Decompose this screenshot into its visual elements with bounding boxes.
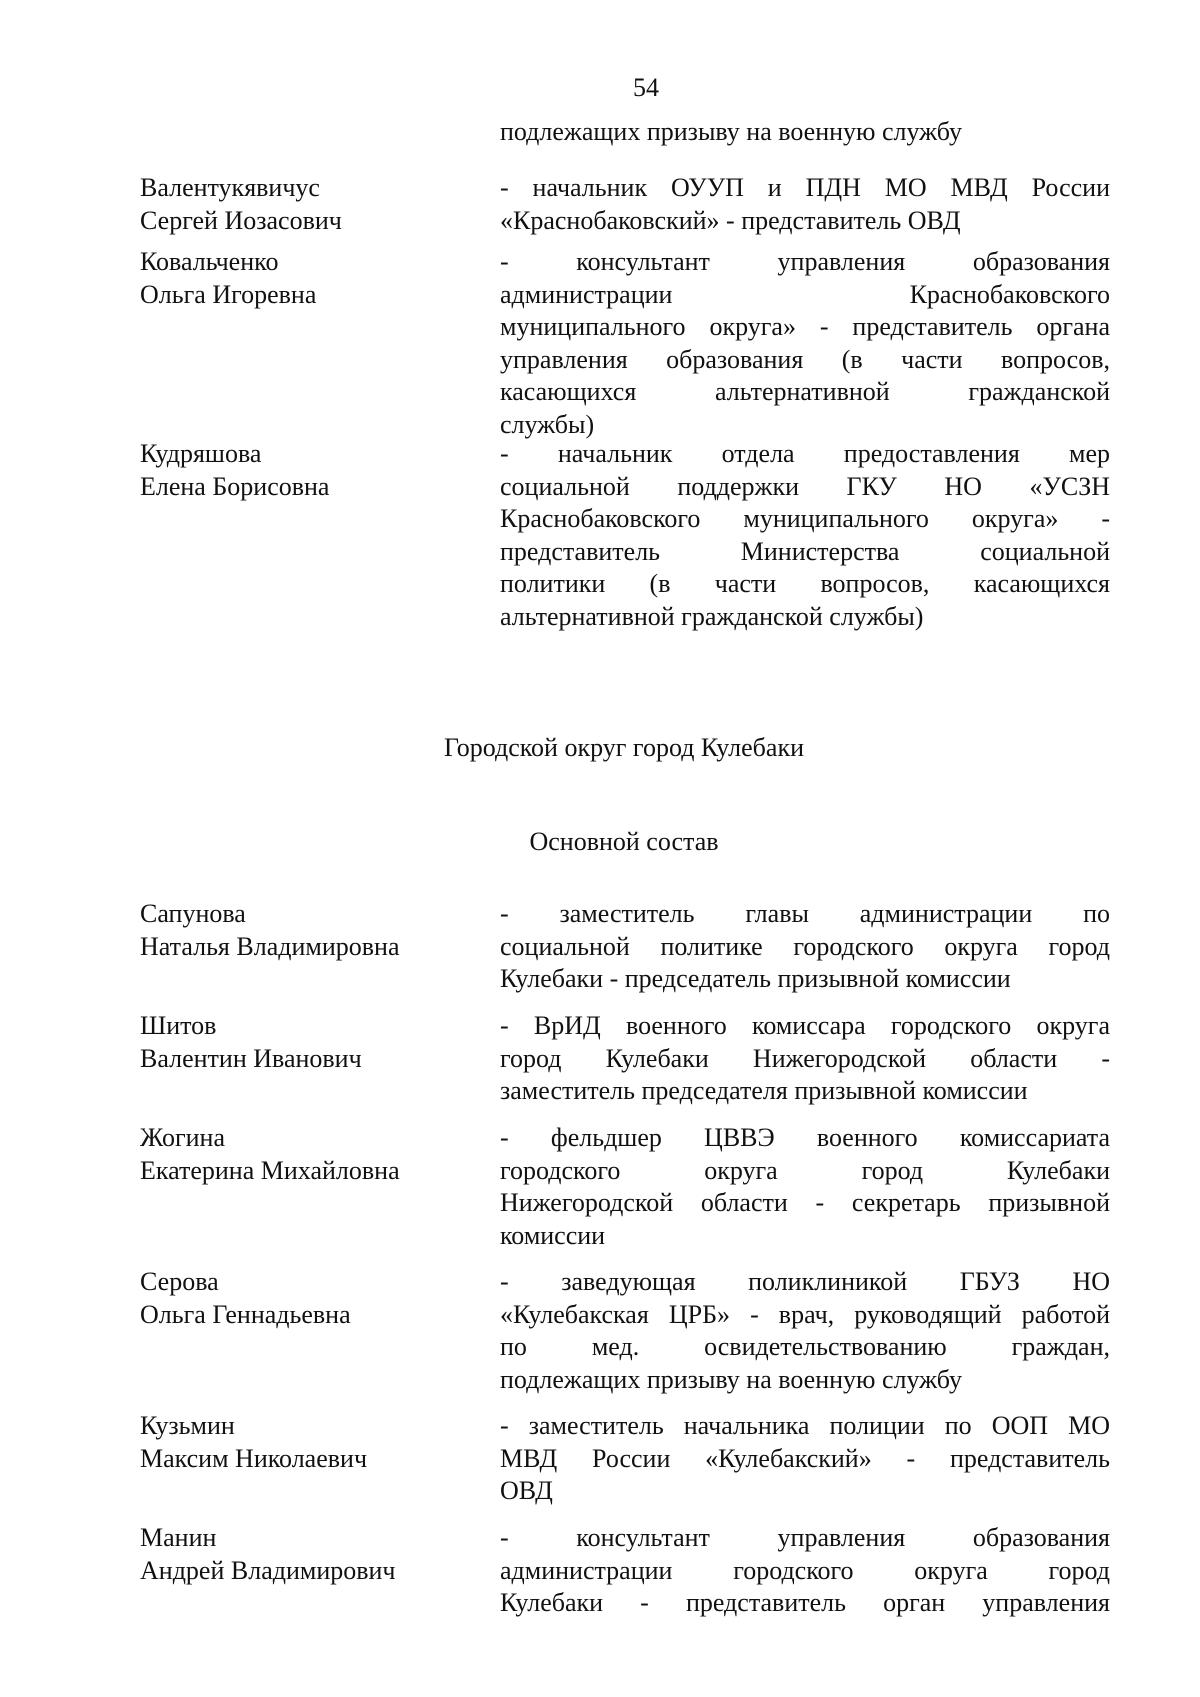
role-line: Кулебаки - представитель орган управления bbox=[500, 1588, 1110, 1617]
person-name bbox=[140, 438, 500, 633]
person-name bbox=[140, 1266, 500, 1396]
role-line: - консультант управления образования bbox=[500, 247, 1110, 276]
role-line: - заведующая поликлиникой ГБУЗ НО bbox=[500, 1267, 1110, 1296]
person-role bbox=[500, 1010, 1110, 1108]
person-role bbox=[500, 898, 1110, 996]
entry-serova bbox=[140, 1266, 1110, 1396]
role-line: администрации Краснобаковского bbox=[500, 279, 1110, 309]
role-line: службы) bbox=[500, 409, 595, 439]
person-surname: Жогина bbox=[140, 1123, 226, 1152]
person-name bbox=[140, 1410, 500, 1508]
person-surname: Манин bbox=[140, 1523, 217, 1552]
role-line: - фельдшер ЦВВЭ военного комиссариата bbox=[500, 1123, 1110, 1152]
role-line: «Кулебакская ЦРБ» - врач, руководящий работой bbox=[500, 1299, 1110, 1329]
role-line: ОВД bbox=[500, 1476, 553, 1505]
person-surname: Валентукявичус bbox=[140, 173, 320, 202]
person-given-name: Екатерина Михайловна bbox=[140, 1155, 400, 1185]
role-line: городского округа город Кулебаки bbox=[500, 1155, 1110, 1185]
role-line: социальной политике городского округа город bbox=[500, 931, 1110, 961]
person-given-name: Наталья Владимировна bbox=[140, 931, 400, 961]
role-line: представитель Министерства социальной bbox=[500, 536, 1110, 566]
role-line: альтернативной гражданской службы) bbox=[500, 601, 924, 631]
role-line: - начальник отдела предоставления мер bbox=[500, 439, 1110, 468]
person-name bbox=[140, 246, 500, 441]
entry-valentukyavichus bbox=[140, 172, 1110, 237]
person-role bbox=[500, 1410, 1110, 1508]
role-line: комиссии bbox=[500, 1220, 606, 1250]
page-number: 54 bbox=[633, 73, 659, 102]
person-name bbox=[140, 1010, 500, 1108]
role-line: администрации городского округа город bbox=[500, 1555, 1110, 1585]
person-surname: Сапунова bbox=[140, 899, 246, 928]
role-line: социальной поддержки ГКУ НО «УСЗН bbox=[500, 471, 1110, 501]
person-given-name: Максим Николаевич bbox=[140, 1443, 368, 1473]
role-line: муниципального округа» - представитель органа bbox=[500, 312, 1110, 341]
entry-zhogina bbox=[140, 1122, 1110, 1252]
person-given-name: Сергей Иозасович bbox=[140, 205, 342, 235]
role-line: - заместитель начальника полиции по ООП МО bbox=[500, 1411, 1110, 1440]
role-line: Кулебаки - председатель призывной комиссии bbox=[500, 964, 1011, 993]
role-line: МВД России «Кулебакский» - представитель bbox=[500, 1443, 1110, 1473]
person-name bbox=[140, 1122, 500, 1252]
person-surname: Ковальченко bbox=[140, 247, 279, 276]
district-heading: Городской округ город Кулебаки bbox=[443, 733, 804, 762]
composition-heading: Основной состав bbox=[529, 827, 719, 856]
person-given-name: Ольга Игоревна bbox=[140, 279, 317, 309]
person-given-name: Валентин Иванович bbox=[140, 1043, 362, 1073]
entry-shitov bbox=[140, 1010, 1110, 1108]
role-line: Краснобаковского муниципального округа» - bbox=[500, 504, 1110, 533]
role-line: - ВрИД военного комиссара городского округа bbox=[500, 1011, 1110, 1040]
role-line: «Краснобаковский» - представитель ОВД bbox=[500, 205, 961, 235]
role-line: город Кулебаки Нижегородской области - bbox=[500, 1043, 1110, 1073]
role-line: по мед. освидетельствованию граждан, bbox=[500, 1332, 1110, 1361]
person-role bbox=[500, 1522, 1110, 1620]
role-line: Нижегородской области - секретарь призывной bbox=[500, 1188, 1110, 1217]
entry-manin bbox=[140, 1522, 1110, 1620]
role-line: подлежащих призыву на военную службу bbox=[500, 1364, 962, 1394]
role-line: политики (в части вопросов, касающихся bbox=[500, 569, 1110, 598]
person-role bbox=[500, 1266, 1110, 1396]
role-line: управления образования (в части вопросов, bbox=[500, 344, 1110, 374]
person-role bbox=[500, 438, 1110, 633]
entry-kovalchenko bbox=[140, 246, 1110, 441]
person-role bbox=[500, 1122, 1110, 1252]
entry-kudryashova bbox=[140, 438, 1110, 633]
person-given-name: Андрей Владимирович bbox=[140, 1555, 396, 1585]
person-role bbox=[500, 172, 1110, 237]
entry-kuzmin bbox=[140, 1410, 1110, 1508]
person-given-name: Ольга Геннадьевна bbox=[140, 1299, 351, 1329]
role-line: - консультант управления образования bbox=[500, 1523, 1110, 1552]
person-name bbox=[140, 1522, 500, 1620]
role-line: касающихся альтернативной гражданской bbox=[500, 377, 1110, 406]
person-surname: Кузьмин bbox=[140, 1411, 235, 1440]
entry-sapunova bbox=[140, 898, 1110, 996]
role-line: - начальник ОУУП и ПДН МО МВД России bbox=[500, 173, 1110, 202]
role-line: - заместитель главы администрации по bbox=[500, 899, 1110, 928]
role-line: заместитель председателя призывной комиссии bbox=[500, 1076, 1028, 1105]
person-surname: Шитов bbox=[140, 1011, 217, 1040]
person-given-name: Елена Борисовна bbox=[140, 471, 330, 501]
person-role bbox=[500, 246, 1110, 441]
person-name bbox=[140, 172, 500, 237]
person-name bbox=[140, 898, 500, 996]
person-surname: Серова bbox=[140, 1267, 219, 1296]
person-surname: Кудряшова bbox=[140, 439, 262, 468]
continuation-text: подлежащих призыву на военную службу bbox=[500, 117, 962, 146]
